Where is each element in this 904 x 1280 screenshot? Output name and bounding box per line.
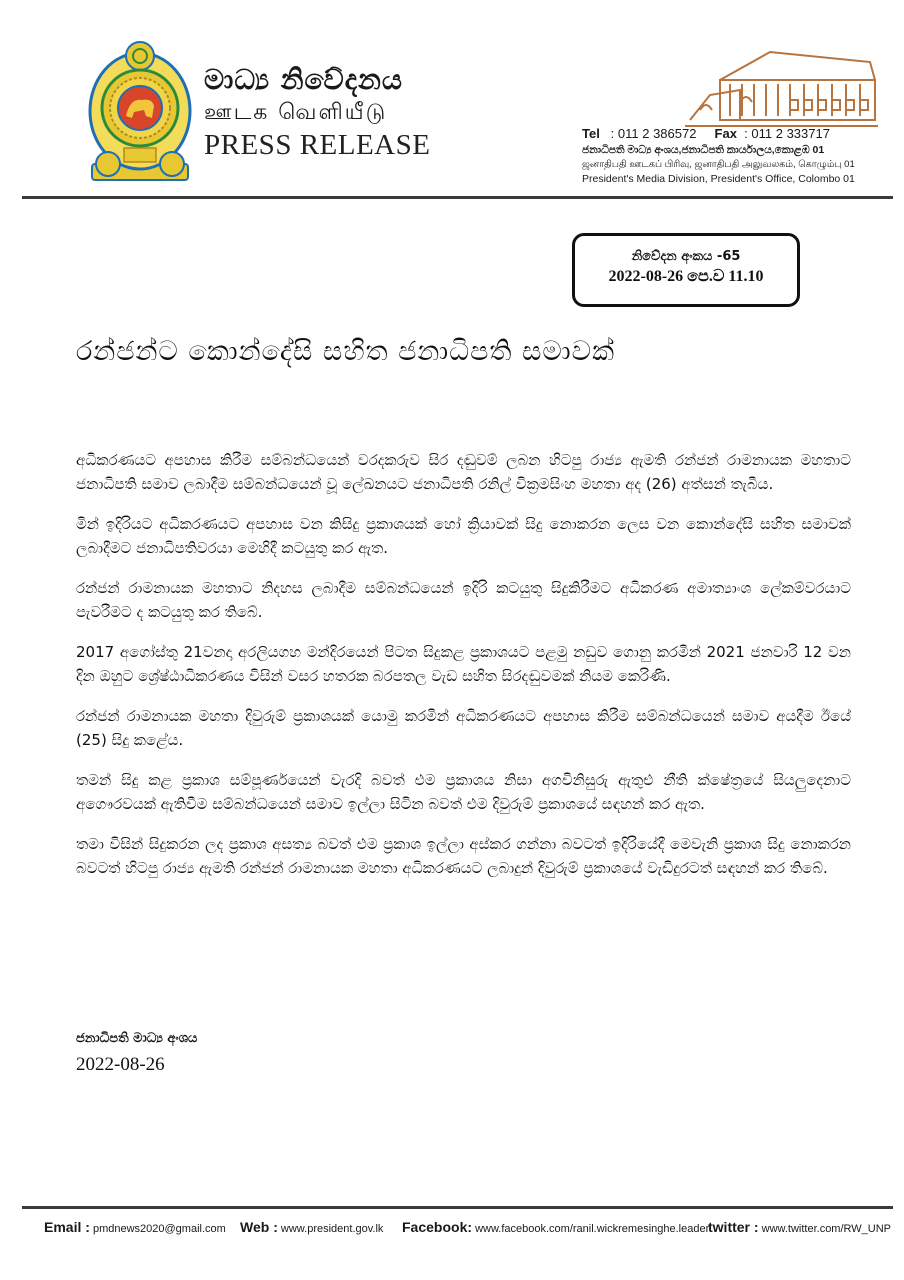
paragraph: තමා විසින් සිදුකරන ලද ප්‍රකාශ අසත්‍ය බවත් එම ප්‍රකාශ ඉල්ලා අස්කර ගන්නා බවටත් ඉදිරියේදී මෙවැනි ප්‍රකාශ සිදු නොකරන බවටත් හිටපු රාජ්‍ය ඇමති රන්ජන් රාමනායක මහතා අධිකරණයට ලබාදුන් දිවුරුම් ප්‍රකාශයේ වැඩිදුරටත් සඳහන් කර තිබේ. <box>76 835 851 877</box>
article-title: රන්ජන්ට කොන්දේසි සහිත ජනාධිපති සමාවක් <box>76 336 616 367</box>
title-english: PRESS RELEASE <box>204 129 431 161</box>
footer-email <box>44 1219 226 1235</box>
release-reference-box <box>572 233 800 307</box>
paragraph: තමන් සිදු කළ ප්‍රකාශ සම්පූර්ණයෙන් වැරදි බවත් එම ප්‍රකාශය නිසා අගවිනිසුරු ඇතුළු නීති ක්ෂේත්‍රයේ සියලුදෙනාට අගෞරවයක් ඇතිවීම සම්බන්ධයෙන් සමාව ඉල්ලා සිටින බවත් එම දිවුරුම් ප්‍රකාශයේ සඳහන් කර ඇත. <box>76 771 851 813</box>
paragraph: 2017 අගෝස්තු 21වනදා අරලියගහ මන්දිරයෙන් පිටත සිදුකළ ප්‍රකාශයට පළමු නඩුව ගොනු කරමින් 2021 ජනවාරි 12 වන දින ඔහුට ශ්‍රේෂ්ඨාධිකරණය විසින් වසර හතරක බරපතල වැඩ සහිත සිරදඬුවමක් නියම කෙරිණි. <box>76 643 851 685</box>
contact-info <box>582 125 892 187</box>
web-label: Web : <box>240 1219 278 1235</box>
signature-date: 2022-08-26 <box>76 1054 165 1075</box>
footer-facebook <box>402 1219 709 1235</box>
twitter-link[interactable]: www.twitter.com/RW_UNP <box>761 1223 891 1235</box>
fax-value: : 011 2 333717 <box>744 126 830 141</box>
facebook-label: Facebook: <box>402 1219 473 1235</box>
title-tamil: ஊடக வெளியீடு <box>204 100 388 125</box>
presidents-house-illustration-icon <box>680 40 880 130</box>
footer-divider <box>22 1206 893 1209</box>
facebook-link[interactable]: www.facebook.com/ranil.wickremesinghe.leader <box>475 1223 710 1235</box>
paragraph: මින් ඉදිරියට අධිකරණයට අපහාස වන කිසිදු ප්‍රකාශයක් හෝ ක්‍රියාවක් සිදු නොකරන ලෙස වන කොන්දේසි සහිත සමාවක් ලබාදීමට ජනාධිපතිවරයා මෙහිදී කටයුතු කර ඇත. <box>76 515 851 557</box>
footer-web <box>240 1219 383 1235</box>
header-divider <box>22 196 893 199</box>
email-label: Email : <box>44 1219 90 1235</box>
footer-twitter <box>708 1219 891 1235</box>
release-datetime: 2022-08-26 පෙ.ව 11.10 <box>608 268 764 285</box>
fax-label: Fax <box>714 126 737 141</box>
release-number: නිවේදන අංකය -65 <box>631 249 741 264</box>
paragraph: රන්ජන් රාමනායක මහතා දිවුරුම් ප්‍රකාශයක් යොමු කරමින් අධිකරණයට අපහාස කිරීම සම්බන්ධයෙන් සමාව අයදීම ඊයේ (25) සිදු කළේය. <box>76 707 851 749</box>
paragraph: අධිකරණයට අපහාස කිරීම සම්බන්ධයෙන් වරදකරුව සිර දඬුවම් ලබන හිටපු රාජ්‍ය ඇමති රන්ජන් රාමනායක මහතාට ජනාධිපති සමාව ලබාදීම සම්බන්ධයෙන් වූ ලේඛනයට ජනාධිපති රනිල් වික්‍රමසිංහ මහතා අද (26) අත්සන් තැබීය. <box>76 451 851 493</box>
email-link[interactable]: pmdnews2020@gmail.com <box>92 1223 226 1235</box>
sri-lanka-emblem-icon <box>86 36 194 184</box>
issuing-department: ජනාධිපති මාධ්‍ය අංශය <box>76 1031 198 1046</box>
web-link[interactable]: www.president.gov.lk <box>280 1223 384 1235</box>
address-sinhala: ජනාධිපති මාධ්‍ය අංශය,ජනාධිපති කාර්යාලය,කොළඹ 01 <box>582 144 825 156</box>
twitter-label: twitter : <box>708 1219 759 1235</box>
signature-block <box>76 1028 197 1078</box>
address-english: President's Media Division, President's Office, Colombo 01 <box>582 173 855 185</box>
address-tamil: ஜனாதிபதி ஊடகப் பிரிவு, ஜனாதிபதி அலுவலகம், கொழும்பு 01 <box>582 159 855 170</box>
paragraph: රන්ජන් රාමනායක මහතාට නිදහස ලබාදීම සම්බන්ධයෙන් ඉදිරි කටයුතු සිදුකිරීමට අධිකරණ අමාත්‍යාංශ ලේකම්වරයාට පැවරීමට ද කටයුතු කර තිබේ. <box>76 579 851 621</box>
tel-label: Tel <box>582 126 600 141</box>
press-release-brand <box>204 62 430 162</box>
phone-fax-line <box>582 125 892 143</box>
title-sinhala: මාධ්‍ය නිවේදනය <box>204 63 403 96</box>
article-body <box>76 448 851 896</box>
tel-value: : 011 2 386572 <box>610 126 697 141</box>
